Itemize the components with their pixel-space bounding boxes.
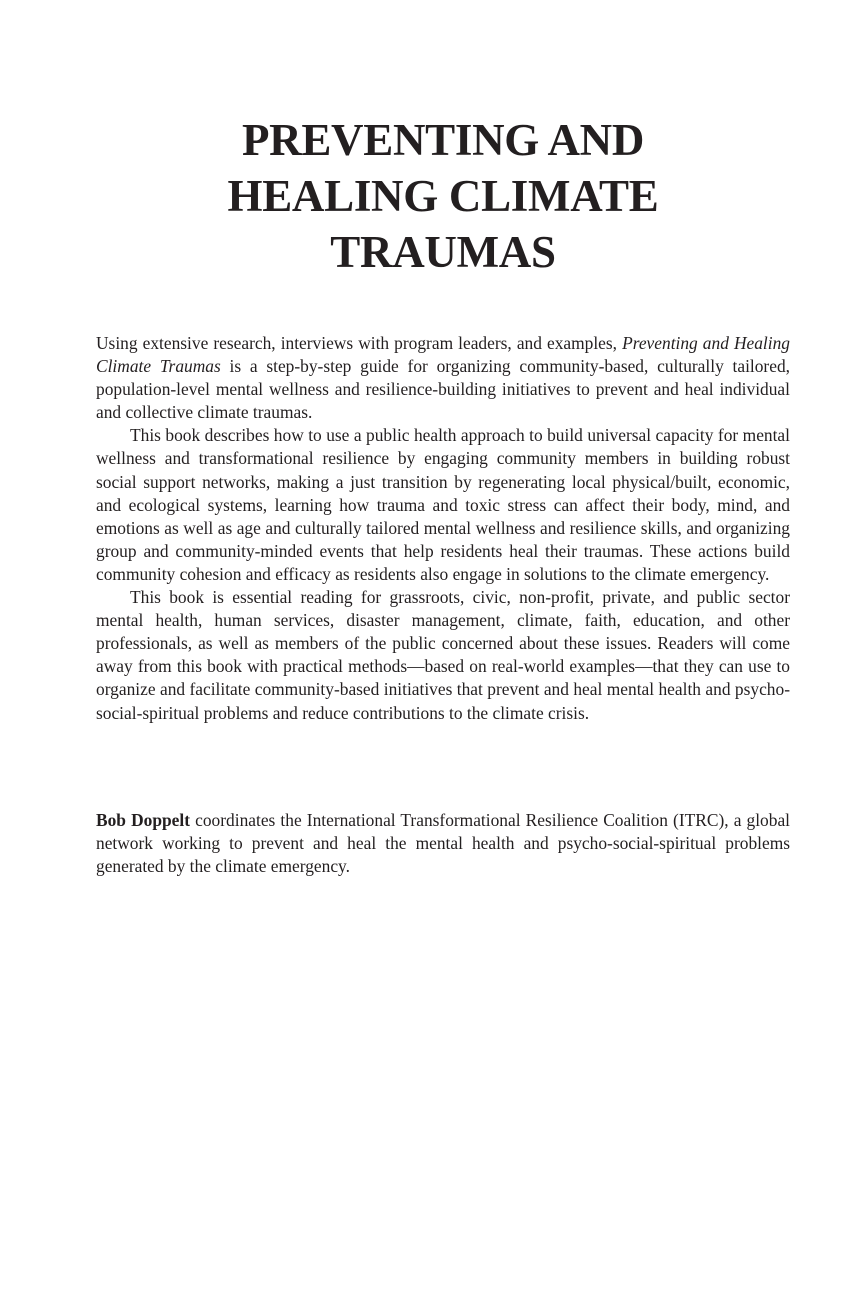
title-line-2: HEALING CLIMATE [227, 171, 659, 221]
book-description [96, 332, 790, 725]
description-p1-start: Using extensive research, interviews with program leaders, and examples, [96, 333, 623, 353]
title-line-1: PREVENTING AND [241, 115, 645, 165]
book-title [96, 112, 790, 280]
author-bio [96, 809, 790, 878]
author-name: Bob Doppelt [96, 810, 191, 830]
author-bio-paragraph [96, 809, 790, 878]
description-paragraph-2: This book describes how to use a public health approach to build universal capacity for mental wellness and transformational resilience by engaging community members in building robust social support networks, making a just transition by regenerating local physical/built, economic, and ecological systems, learning how trauma and toxic stress can affect their body, mind, and emotions as well as age and culturally tailored mental wellness and resilience skills, and organizing group and community-minded events that help residents heal their traumas. These actions build community cohesion and efficacy as residents also engage in solutions to the climate emergency. [96, 425, 790, 584]
author-bio-text: coordinates the International Transformational Resilience Coalition (ITRC), a global network working to prevent and heal the mental health and psycho-social-spiritual problems generated by the climate emergency. [96, 810, 790, 877]
description-book-title: Preventing and Healing Climate Traumas [96, 333, 790, 377]
description-paragraph-1 [96, 332, 790, 424]
description-p1-end: is a step-by-step guide for organizing community-based, culturally tailored, population-level mental wellness and resilience-building initiatives to prevent and heal individual and collective climate traumas. [96, 356, 790, 423]
description-paragraph-3: This book is essential reading for grassroots, civic, non-profit, private, and public sector mental health, human services, disaster management, climate, faith, education, and other professionals, as well as members of the public concerned about these issues. Readers will come away from this book with practical methods—based on real-world examples—that they can use to organize and facilitate community-based initiatives that prevent and heal mental health and psycho-social-spiritual problems and reduce contributions to the climate crisis. [96, 587, 790, 723]
title-line-3: TRAUMAS [330, 227, 556, 277]
